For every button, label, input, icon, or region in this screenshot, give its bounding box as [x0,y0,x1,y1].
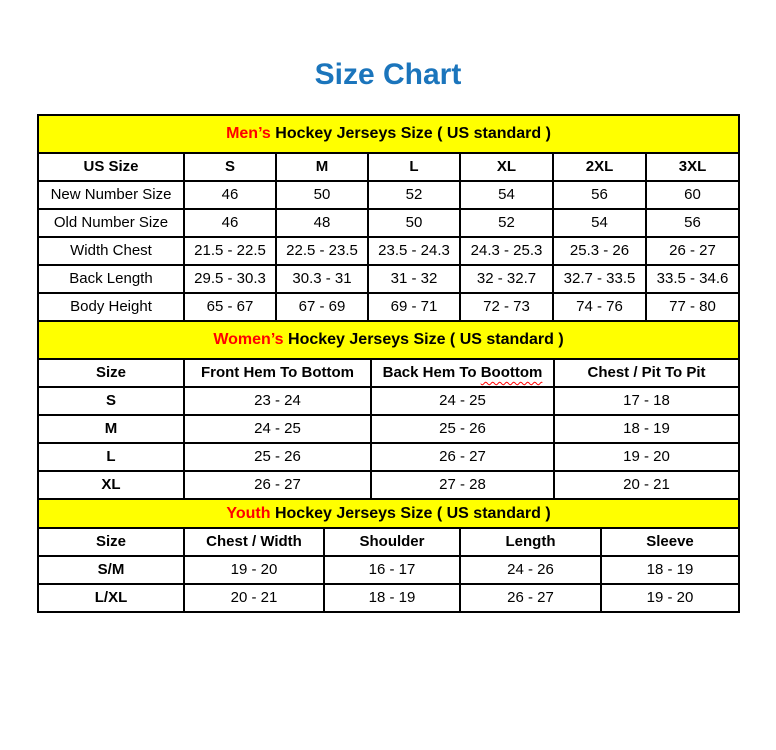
value-cell: 19 - 20 [554,443,739,471]
value-cell: 23 - 24 [184,387,371,415]
row-label: New Number Size [38,181,184,209]
size-chart-page [0,58,776,613]
value-cell: 50 [276,181,368,209]
row-label: Old Number Size [38,209,184,237]
value-cell: 24 - 25 [184,415,371,443]
value-cell: 65 - 67 [184,293,276,321]
value-cell: 46 [184,209,276,237]
value-cell: 26 - 27 [646,237,739,265]
table-banner-womens [38,321,739,359]
value-cell: 48 [276,209,368,237]
table-row [38,584,739,612]
table-row [38,471,739,499]
row-label: S [38,387,184,415]
value-cell: 32.7 - 33.5 [553,265,646,293]
value-cell: 21.5 - 22.5 [184,237,276,265]
value-cell: 16 - 17 [324,556,460,584]
value-cell: 52 [368,181,460,209]
column-header: L [368,153,460,181]
value-cell: 20 - 21 [554,471,739,499]
row-label: L/XL [38,584,184,612]
column-header: Length [460,528,601,556]
header-row [38,359,739,387]
banner-highlight-word: Men’s [226,125,271,143]
value-cell: 25.3 - 26 [553,237,646,265]
value-cell: 18 - 19 [601,556,739,584]
size-table-youth [37,498,740,613]
value-cell: 56 [553,181,646,209]
column-header: Shoulder [324,528,460,556]
table-banner-mens [38,115,739,153]
value-cell: 77 - 80 [646,293,739,321]
row-label: Body Height [38,293,184,321]
table-banner-youth [38,499,739,528]
page-title: Size Chart [314,58,462,91]
value-cell: 20 - 21 [184,584,324,612]
column-header: Chest / Width [184,528,324,556]
table-row [38,556,739,584]
value-cell: 30.3 - 31 [276,265,368,293]
header-row [38,528,739,556]
value-cell: 31 - 32 [368,265,460,293]
value-cell: 33.5 - 34.6 [646,265,739,293]
table-row [38,415,739,443]
value-cell: 69 - 71 [368,293,460,321]
table-row [38,265,739,293]
column-header: 3XL [646,153,739,181]
column-header: Size [38,528,184,556]
table-row [38,181,739,209]
value-cell: 22.5 - 23.5 [276,237,368,265]
banner-text: Hockey Jerseys Size ( US standard ) [283,331,564,349]
banner-highlight-word: Women’s [213,331,284,349]
value-cell: 25 - 26 [371,415,554,443]
table-row [38,387,739,415]
value-cell: 26 - 27 [184,471,371,499]
value-cell: 29.5 - 30.3 [184,265,276,293]
row-label: Back Length [38,265,184,293]
value-cell: 52 [460,209,553,237]
value-cell: 56 [646,209,739,237]
banner-highlight-word: Youth [226,504,271,522]
header-text: Back Hem To [382,363,481,381]
value-cell: 18 - 19 [324,584,460,612]
column-header: 2XL [553,153,646,181]
column-header: US Size [38,153,184,181]
row-label: L [38,443,184,471]
misspelled-word: Boottom [480,363,543,381]
value-cell: 60 [646,181,739,209]
column-header: Front Hem To Bottom [184,359,371,387]
banner-row [38,499,739,528]
value-cell: 17 - 18 [554,387,739,415]
value-cell: 50 [368,209,460,237]
table-row [38,443,739,471]
header-row [38,153,739,181]
column-header: S [184,153,276,181]
row-label: XL [38,471,184,499]
size-table-mens [37,114,740,322]
banner-text: Hockey Jerseys Size ( US standard ) [270,125,551,143]
value-cell: 27 - 28 [371,471,554,499]
row-label: Width Chest [38,237,184,265]
value-cell: 25 - 26 [184,443,371,471]
row-label: M [38,415,184,443]
value-cell: 24 - 26 [460,556,601,584]
column-header: M [276,153,368,181]
size-table-womens [37,320,740,500]
value-cell: 18 - 19 [554,415,739,443]
table-row [38,293,739,321]
value-cell: 46 [184,181,276,209]
banner-text: Hockey Jerseys Size ( US standard ) [270,504,551,522]
table-row [38,209,739,237]
column-header: Chest / Pit To Pit [554,359,739,387]
value-cell: 67 - 69 [276,293,368,321]
value-cell: 74 - 76 [553,293,646,321]
value-cell: 72 - 73 [460,293,553,321]
column-header [371,359,554,387]
value-cell: 19 - 20 [601,584,739,612]
value-cell: 23.5 - 24.3 [368,237,460,265]
value-cell: 19 - 20 [184,556,324,584]
row-label: S/M [38,556,184,584]
value-cell: 54 [553,209,646,237]
value-cell: 54 [460,181,553,209]
column-header: Size [38,359,184,387]
column-header: XL [460,153,553,181]
banner-row [38,115,739,153]
size-tables-container [37,114,738,613]
banner-row [38,321,739,359]
value-cell: 32 - 32.7 [460,265,553,293]
column-header: Sleeve [601,528,739,556]
value-cell: 26 - 27 [371,443,554,471]
value-cell: 26 - 27 [460,584,601,612]
table-row [38,237,739,265]
value-cell: 24 - 25 [371,387,554,415]
value-cell: 24.3 - 25.3 [460,237,553,265]
